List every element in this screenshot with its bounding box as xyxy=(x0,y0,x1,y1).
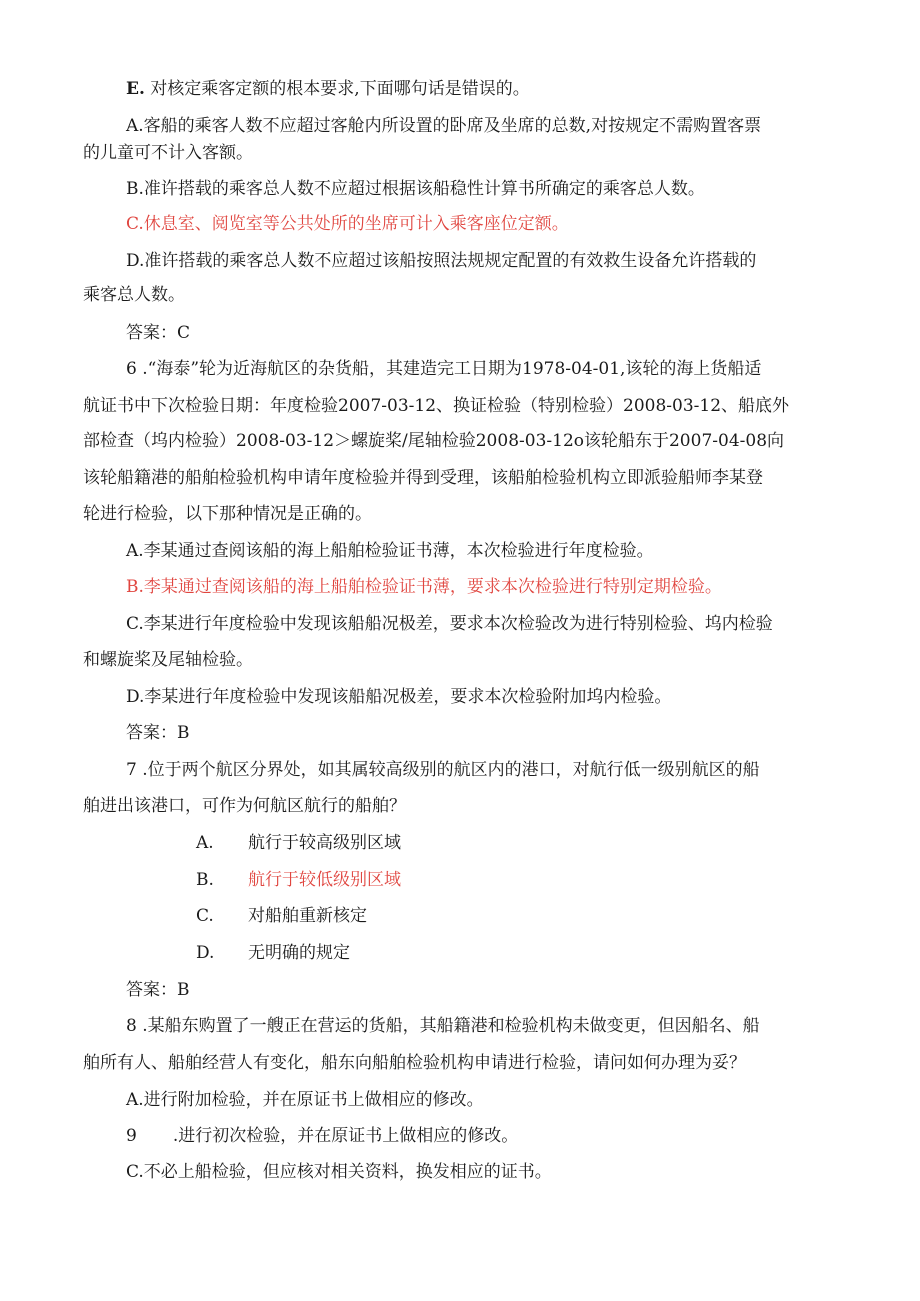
q6-option-d: D.李某进行年度检验中发现该船船况极差，要求本次检验附加坞内检验。 xyxy=(126,687,672,707)
q5-option-d-cont: 乘客总人数。 xyxy=(83,285,185,305)
q8-option-b-number: 9 xyxy=(126,1126,137,1146)
q8-option-a: A.进行附加检验，并在原证书上做相应的修改。 xyxy=(126,1090,484,1110)
q5-stem-text: 对核定乘客定额的根本要求,下面哪句话是错误的。 xyxy=(150,79,530,99)
q7-stem-line2: 舶进出该港口，可作为何航区航行的船舶？ xyxy=(83,796,406,816)
q5-option-d: D.准许搭载的乘客总人数不应超过该船按照法规规定配置的有效救生设备允许搭载的 xyxy=(126,251,757,271)
q6-option-c: C.李某进行年度检验中发现该船船况极差，要求本次检验改为进行特别检验、坞内检验 xyxy=(126,614,773,634)
q6-stem-line1: 6 .“海泰”轮为近海航区的杂货船，其建造完工日期为1978-04-01,该轮的海上货船适 xyxy=(126,359,762,379)
q6-stem-line4: 该轮船籍港的船舶检验机构申请年度检验并得到受理，该船舶检验机构立即派验船师李某登 xyxy=(83,468,763,488)
q8-option-b xyxy=(126,1124,518,1148)
q6-stem-line2: 航证书中下次检验日期：年度检验2007-03-12、换证检验（特别检验）2008-03-12、船底外 xyxy=(83,396,790,416)
q7-option-a-label: A. xyxy=(196,833,214,853)
q6-option-a: A.李某通过查阅该船的海上船舶检验证书薄，本次检验进行年度检验。 xyxy=(126,541,654,561)
q5-number: E. xyxy=(126,79,145,99)
q7-answer: 答案：B xyxy=(126,980,190,1000)
q8-option-b-text: .进行初次检验，并在原证书上做相应的修改。 xyxy=(172,1126,519,1146)
q5-option-a-cont: 的儿童可不计入客额。 xyxy=(83,143,253,163)
q7-option-d-label: D. xyxy=(196,943,215,963)
q6-option-b-correct: B.李某通过查阅该船的海上船舶检验证书薄，要求本次检验进行特别定期检验。 xyxy=(126,577,722,597)
q6-answer: 答案：B xyxy=(126,723,190,743)
q6-stem-line5: 轮进行检验，以下那种情况是正确的。 xyxy=(83,504,372,524)
q5-option-b: B.准许搭载的乘客总人数不应超过根据该船稳性计算书所确定的乘客总人数。 xyxy=(126,179,705,199)
q6-option-c-cont: 和螺旋桨及尾轴检验。 xyxy=(83,650,253,670)
q7-option-a-text: 航行于较高级别区域 xyxy=(248,833,401,853)
q7-stem-line1: 7 .位于两个航区分界处，如其属较高级别的航区内的港口，对航行低一级别航区的船 xyxy=(126,760,760,780)
q5-option-a: A.客船的乘客人数不应超过客舱内所设置的卧席及坐席的总数,对按规定不需购置客票 xyxy=(126,116,762,136)
q7-option-c-text: 对船舶重新核定 xyxy=(248,906,367,926)
q6-stem-line3: 部检查（坞内检验）2008-03-12＞螺旋桨/尾轴检验2008-03-12o该轮船东于2007-04-08向 xyxy=(83,431,785,451)
q5-answer: 答案：C xyxy=(126,323,191,343)
q7-option-c-label: C. xyxy=(196,906,214,926)
q5-option-c-correct: C.休息室、阅览室等公共处所的坐席可计入乘客座位定额。 xyxy=(126,214,569,234)
q7-option-d-text: 无明确的规定 xyxy=(248,943,350,963)
q7-option-b-label: B. xyxy=(196,870,214,890)
q8-stem-line2: 舶所有人、船舶经营人有变化，船东向船舶检验机构申请进行检验，请问如何办理为妥？ xyxy=(83,1053,746,1073)
q7-option-b-text: 航行于较低级别区域 xyxy=(248,870,401,890)
q8-stem-line1: 8 .某船东购置了一艘正在营运的货船，其船籍港和检验机构未做变更，但因船名、船 xyxy=(126,1016,760,1036)
q5-stem xyxy=(126,77,530,101)
q8-option-c: C.不必上船检验，但应核对相关资料，换发相应的证书。 xyxy=(126,1162,552,1182)
